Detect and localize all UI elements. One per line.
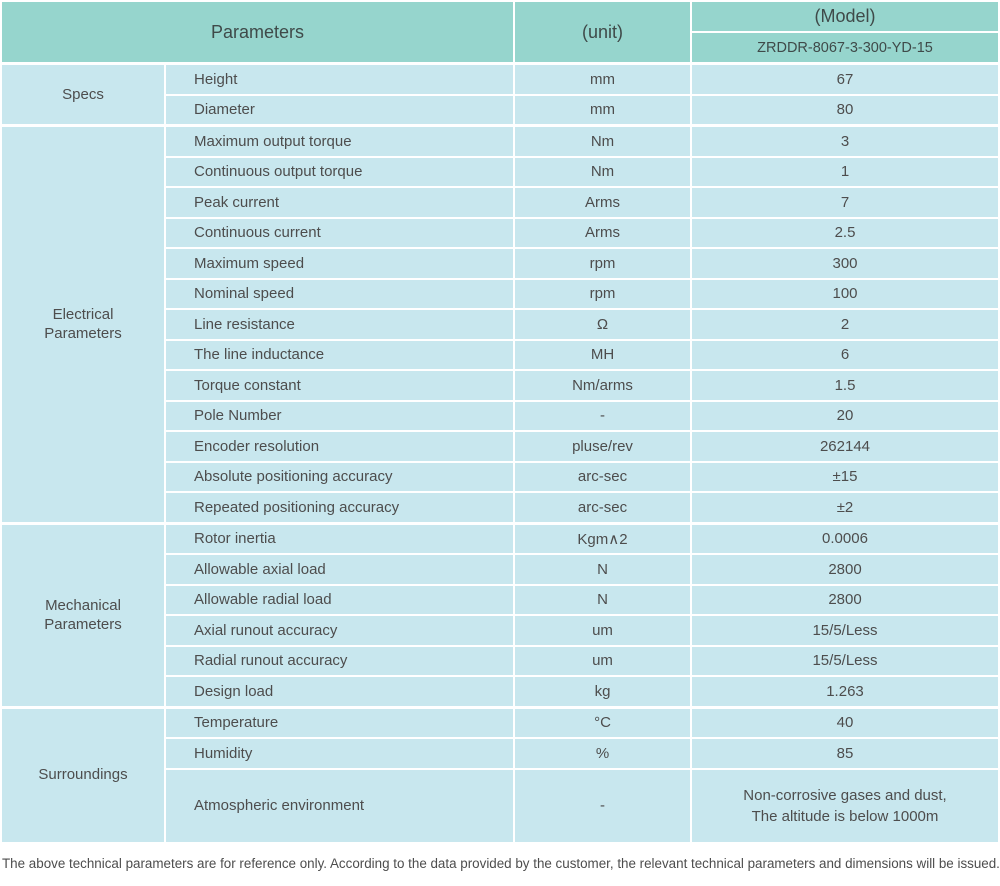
param-name: Encoder resolution [166,432,513,461]
param-value: 20 [692,402,998,431]
section-surroundings [2,709,998,842]
group-label: Mechanical Parameters [2,525,164,706]
param-unit: - [515,402,690,431]
param-name: Torque constant [166,371,513,400]
param-value: 2800 [692,586,998,615]
param-name: Repeated positioning accuracy [166,493,513,522]
footnote: The above technical parameters are for reference only. According to the data provided by the customer, the relevant technical parameters and dimensions will be issued. [2,855,1000,871]
param-value: 300 [692,249,998,278]
param-unit: N [515,586,690,615]
param-unit: - [515,770,690,842]
value-line: The altitude is below 1000m [751,807,939,825]
param-value: 2800 [692,555,998,584]
param-unit: Ω [515,310,690,339]
param-value: 0.0006 [692,525,998,554]
param-unit: N [515,555,690,584]
param-value: 80 [692,96,998,125]
section-electrical-parameters [2,127,998,522]
param-name: Allowable radial load [166,586,513,615]
param-name: Continuous current [166,219,513,248]
param-value: 1.5 [692,371,998,400]
param-value: 7 [692,188,998,217]
param-value: ±15 [692,463,998,492]
param-value: 67 [692,65,998,94]
param-name: Design load [166,677,513,706]
param-name: Rotor inertia [166,525,513,554]
param-name: Continuous output torque [166,158,513,187]
section-specs [2,65,998,124]
param-unit: Nm/arms [515,371,690,400]
param-unit: arc-sec [515,493,690,522]
param-unit: Kgm∧2 [515,525,690,554]
model-header: (Model) [692,2,998,31]
param-value: ±2 [692,493,998,522]
param-unit: mm [515,96,690,125]
param-name: Height [166,65,513,94]
group-label: Specs [2,65,164,124]
param-unit: rpm [515,249,690,278]
unit-header: (unit) [515,2,690,62]
param-value: 40 [692,709,998,738]
param-value: 100 [692,280,998,309]
param-unit: rpm [515,280,690,309]
param-name: Temperature [166,709,513,738]
param-name: Pole Number [166,402,513,431]
param-value: 6 [692,341,998,370]
param-value: 1.263 [692,677,998,706]
table-header [2,2,998,62]
param-value: 15/5/Less [692,647,998,676]
param-unit: arc-sec [515,463,690,492]
param-value [692,770,998,842]
param-name: Radial runout accuracy [166,647,513,676]
param-unit: Arms [515,188,690,217]
param-value: 85 [692,739,998,768]
group-label: Electrical Parameters [2,127,164,522]
param-name: Maximum output torque [166,127,513,156]
param-name: Maximum speed [166,249,513,278]
parameters-header: Parameters [2,2,513,62]
param-value: 3 [692,127,998,156]
param-unit: pluse/rev [515,432,690,461]
param-name: Humidity [166,739,513,768]
value-line: Non-corrosive gases and dust, [743,786,947,804]
param-unit: MH [515,341,690,370]
param-name: Axial runout accuracy [166,616,513,645]
param-name: Absolute positioning accuracy [166,463,513,492]
param-name: Atmospheric environment [166,770,513,842]
param-name: The line inductance [166,341,513,370]
param-name: Allowable axial load [166,555,513,584]
param-unit: mm [515,65,690,94]
param-unit: Arms [515,219,690,248]
table-body [2,65,998,842]
param-name: Line resistance [166,310,513,339]
param-unit: Nm [515,158,690,187]
param-name: Nominal speed [166,280,513,309]
model-number: ZRDDR-8067-3-300-YD-15 [692,33,998,62]
param-unit: um [515,647,690,676]
param-value: 2.5 [692,219,998,248]
param-value: 262144 [692,432,998,461]
param-unit: % [515,739,690,768]
section-mechanical-parameters [2,525,998,706]
param-value: 2 [692,310,998,339]
param-name: Diameter [166,96,513,125]
param-unit: um [515,616,690,645]
group-label: Surroundings [2,709,164,842]
param-unit: kg [515,677,690,706]
param-value-multiline [743,785,946,827]
param-name: Peak current [166,188,513,217]
param-unit: °C [515,709,690,738]
param-value: 1 [692,158,998,187]
param-unit: Nm [515,127,690,156]
param-value: 15/5/Less [692,616,998,645]
